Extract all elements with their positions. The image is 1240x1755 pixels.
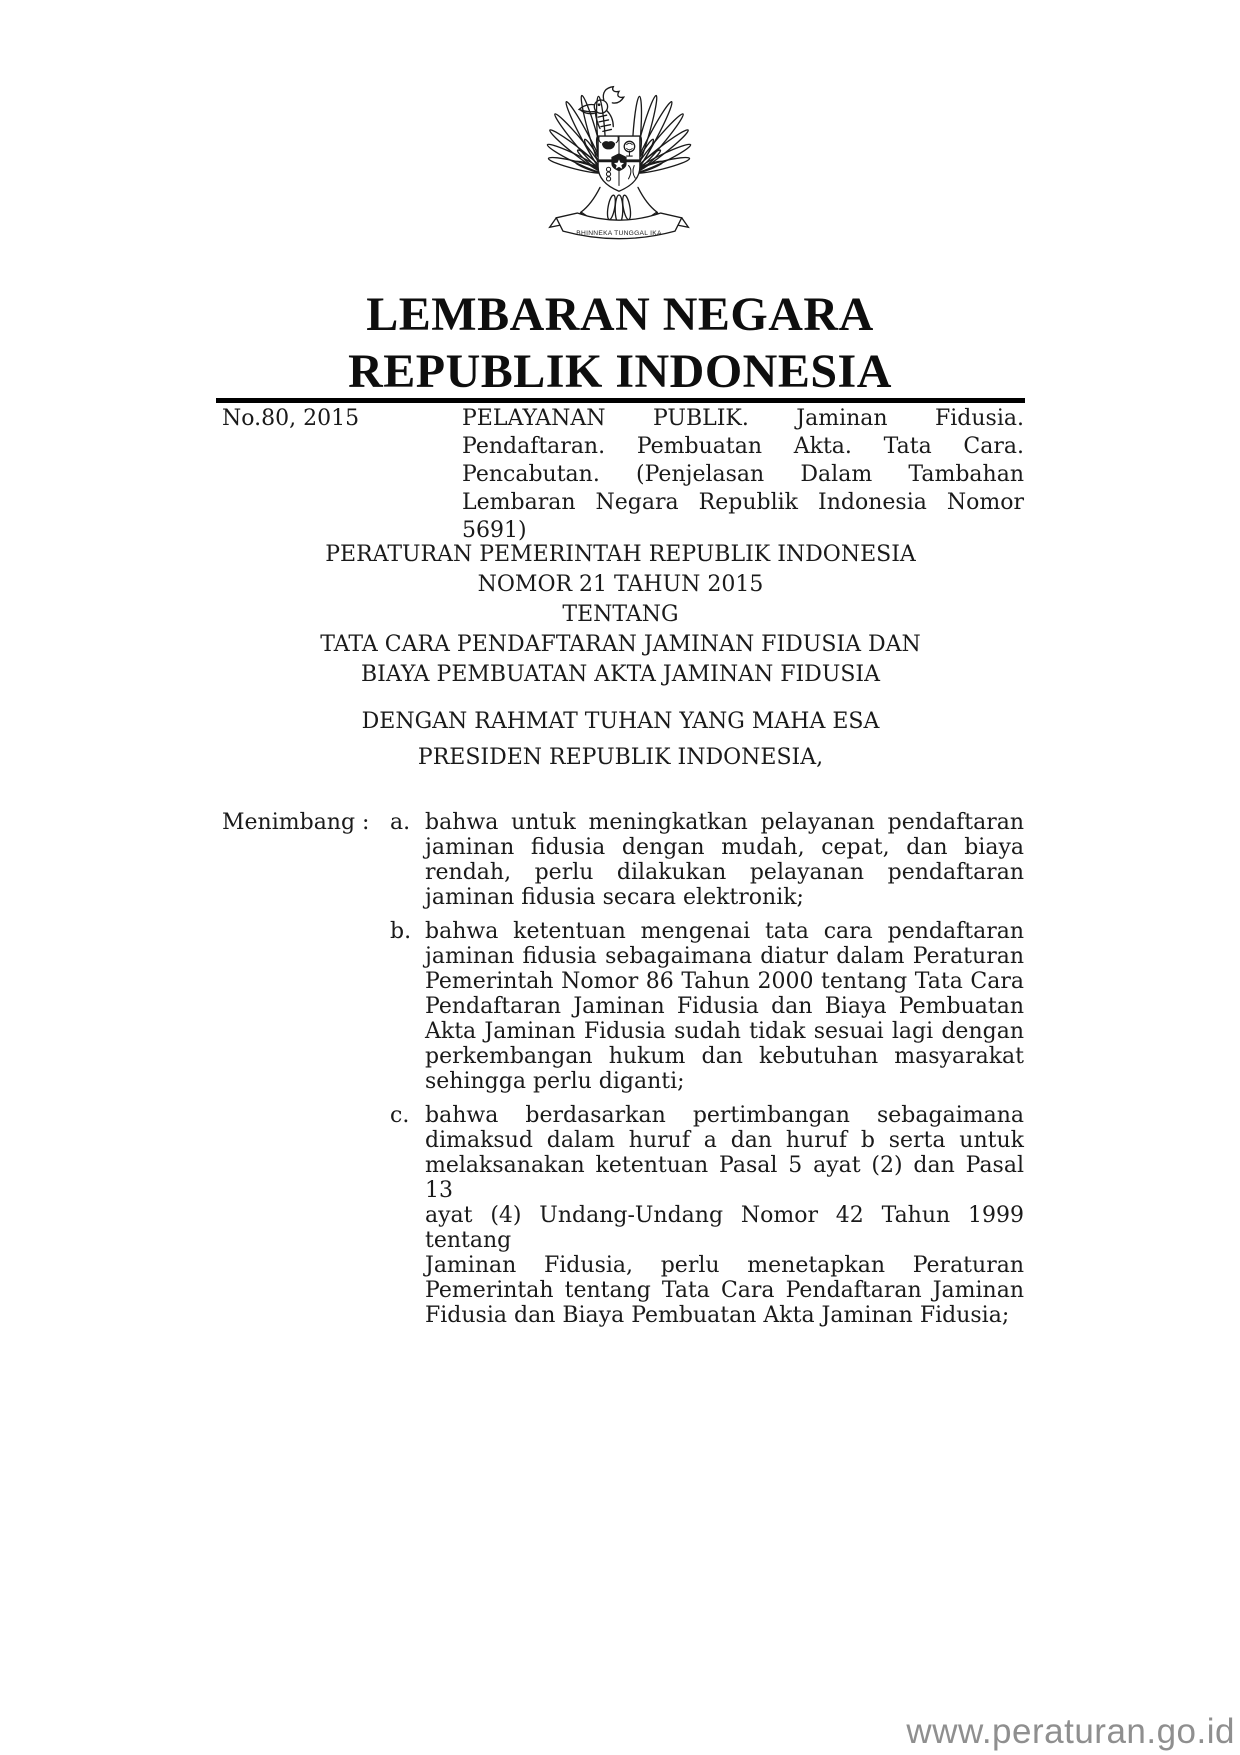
masthead-title-line1: LEMBARAN NEGARA [366, 288, 874, 341]
masthead [0, 286, 1240, 400]
header-rule [216, 398, 1025, 403]
regulation-title: PERATURAN PEMERINTAH REPUBLIK INDONESIA NOMOR 21 TAHUN 2015 TENTANG TATA CARA PENDAFTARAN JAMINAN FIDUSIA DAN BIAYA PEMBUATAN AKTA JAMINAN FIDUSIA [320, 542, 921, 687]
considerations-list [390, 810, 1024, 1328]
considerations-label: Menimbang : [222, 810, 370, 835]
item-marker: c. [390, 1103, 410, 1128]
item-marker: b. [390, 919, 412, 944]
tail-feathers [606, 195, 632, 224]
item-text: bahwa ketentuan mengenai tata cara pendaftaran jaminan fidusia sebagaimana diatur dalam Peraturan Pemerintah Nomor 86 Tahun 2000 tentang Tata Cara Pendaftaran Jaminan Fidusia dan Biaya Pembuatan Akta Jaminan Fidusia sudah tidak sesuai lagi dengan perkembangan hukum dan kebutuhan masyarakat sehingga perlu diganti; [425, 919, 1024, 1094]
consideration-item-c [390, 1103, 1024, 1328]
pancasila-shield [598, 136, 640, 191]
item-text: bahwa untuk meningkatkan pelayanan pendaftaran jaminan fidusia dengan mudah, cepat, dan biaya rendah, perlu dilakukan pelayanan pendaftaran jaminan fidusia secara elektronik; [425, 810, 1024, 910]
consideration-item-b [390, 919, 1024, 1094]
issue-row [222, 405, 1024, 545]
invocation-line: DENGAN RAHMAT TUHAN YANG MAHA ESA [361, 709, 880, 734]
authority-line: PRESIDEN REPUBLIK INDONESIA, [417, 745, 824, 770]
issue-number: No.80, 2015 [222, 406, 360, 431]
item-marker: a. [390, 810, 411, 835]
garuda-pancasila-emblem [543, 78, 695, 255]
masthead-title-line2: REPUBLIK INDONESIA [348, 345, 892, 398]
legs [577, 187, 661, 218]
watermark: www.peraturan.go.id [906, 1712, 1235, 1751]
item-text: bahwa berdasarkan pertimbangan sebagaimana dimaksud dalam huruf a dan huruf b serta untuk melaksanakan ketentuan Pasal 5 ayat (2) dan Pasal 13 ayat (4) Undang-Undang Nomor 42 Tahun 1999 tentang Jaminan Fidusia, perlu menetapkan Peraturan Pemerintah tentang Tata Cara Pendaftaran Jaminan Fidusia dan Biaya Pembuatan Akta Jaminan Fidusia; [425, 1103, 1024, 1328]
considerations-section [222, 810, 1024, 1328]
subject-abstract: PELAYANAN PUBLIK. Jaminan Fidusia. Pendaftaran. Pembuatan Akta. Tata Cara. Pencabutan. (Penjelasan Dalam Tambahan Lembaran Negara Republik Indonesia Nomor 5691) [462, 406, 1024, 543]
consideration-item-a [390, 810, 1024, 910]
motto-text: BHINNEKA TUNGGAL IKA [576, 229, 662, 237]
